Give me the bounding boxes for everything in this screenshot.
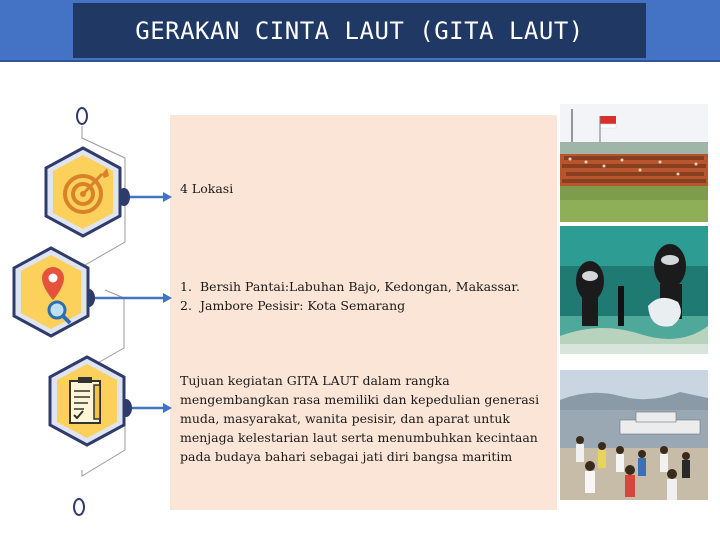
crowd-photo <box>560 104 708 222</box>
item-1-text: 4 Lokasi <box>180 181 234 196</box>
page-title: GERAKAN CINTA LAUT (GITA LAUT) <box>135 16 584 45</box>
list-item: 2. Jambore Pesisir: Kota Semarang <box>180 298 406 313</box>
locations-list <box>180 277 555 315</box>
timeline-start-oval <box>77 108 87 124</box>
underwater-divers-photo <box>560 226 708 354</box>
timeline-end-oval <box>74 499 84 515</box>
checklist-clipboard-icon <box>48 355 126 447</box>
item-3-text: Tujuan kegiatan GITA LAUT dalam rangka mengembangkan rasa memiliki dan kepedulian generasi muda, masyarakat, wanita pesisir, dan aparat untuk menjaga kelestarian laut serta menumbuhkan kecintaan pada budaya bahari sebagai jati diri bangsa maritim <box>180 373 540 464</box>
list-item: 1. Bersih Pantai:Labuhan Bajo, Kedongan, Makassar. <box>180 279 520 294</box>
beach-cleanup-photo <box>560 370 708 500</box>
target-icon <box>44 146 122 238</box>
location-search-icon <box>12 246 90 338</box>
